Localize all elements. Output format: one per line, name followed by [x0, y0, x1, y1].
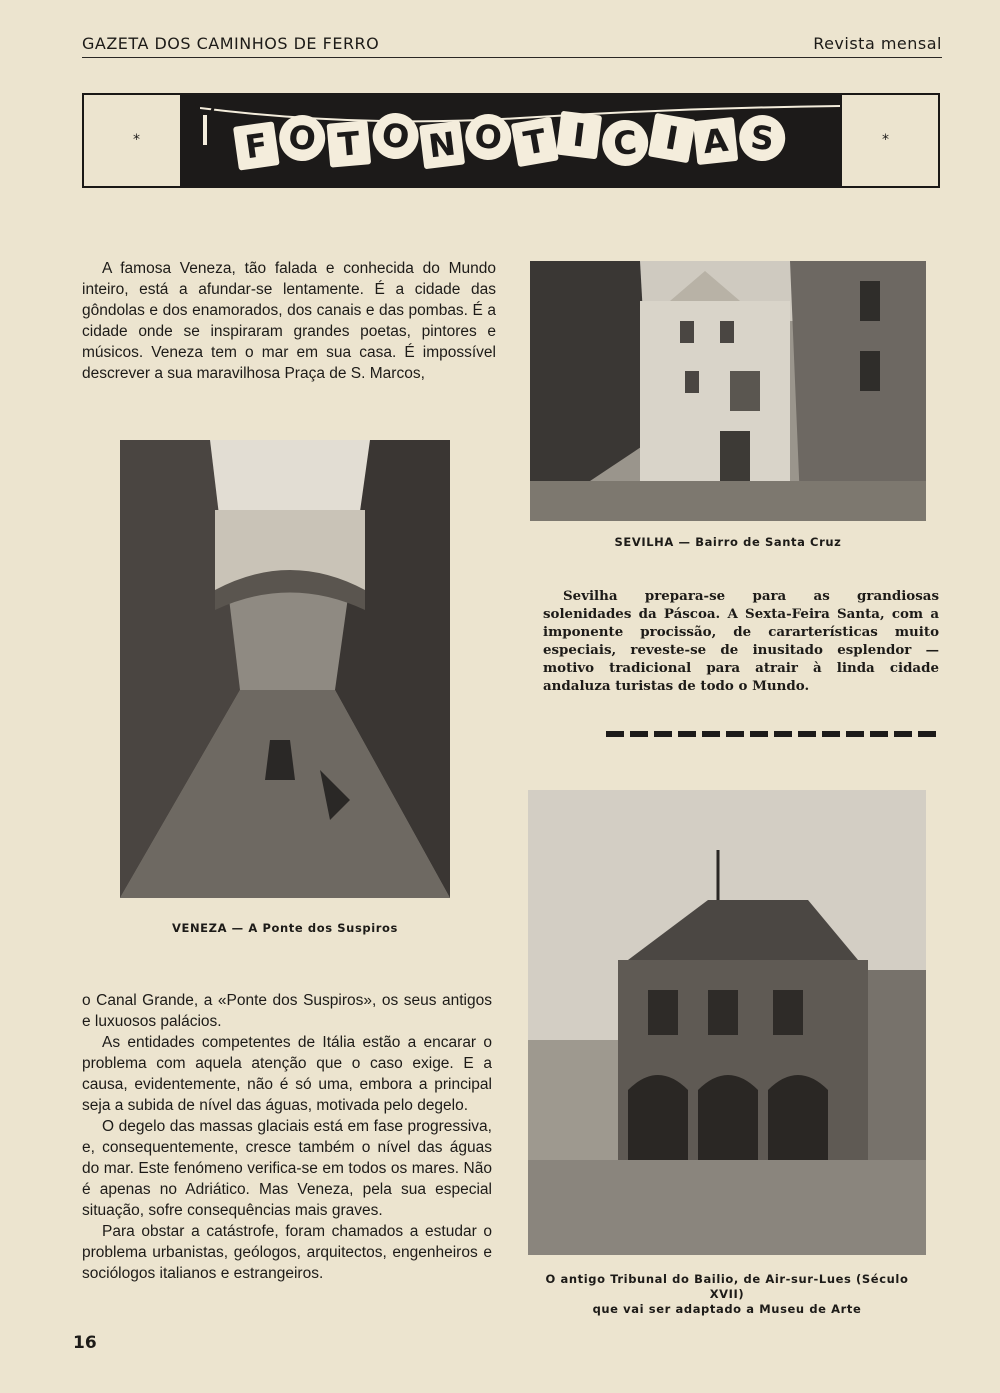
magazine-subtitle: Revista mensal — [813, 34, 942, 53]
veneza-caption: VENEZA — A Ponte dos Suspiros — [172, 921, 398, 935]
paragraph-2: As entidades competentes de Itália estão a encarar o problema com aquela atenção que o caso exige. E a causa, evidentemente, não é só uma, embora a principal seja a subida de nível das águas, motivada pelo degelo. — [82, 1034, 492, 1114]
tribunal-caption — [528, 1272, 926, 1317]
page-number: 16 — [73, 1333, 97, 1353]
tribunal-image-icon — [528, 790, 926, 1255]
sevilha-photo — [530, 261, 926, 521]
banner-letter: O — [463, 112, 513, 162]
banner-star-left: * — [133, 132, 140, 148]
sevilha-paragraph: Sevilha prepara-se para as grandiosas solenidades da Páscoa. A Sexta-Feira Santa, com a imponente procissão, de cararterísticas muito especiais, reveste-se de inusitado esplendor — motivo tradicional para atrair à linda cidade andaluza turistas de todo o Mundo. — [543, 588, 939, 694]
banner-letter: T — [511, 117, 559, 167]
banner-letter: O — [369, 110, 422, 163]
banner-letter: N — [419, 121, 465, 170]
tribunal-caption-line-2: que vai ser adaptado a Museu de Arte — [592, 1302, 862, 1316]
sevilha-image-icon — [530, 261, 926, 521]
banner-letter: I — [648, 113, 696, 163]
tribunal-photo — [528, 790, 926, 1255]
magazine-title: GAZETA DOS CAMINHOS DE FERRO — [82, 34, 380, 53]
banner-star-right: * — [882, 132, 889, 148]
tribunal-caption-line-1: O antigo Tribunal do Bailio, de Air-sur-Lues (Século XVII) — [545, 1272, 909, 1301]
paragraph-1: o Canal Grande, a «Ponte dos Suspiros», os seus antigos e luxuosos palácios. — [82, 992, 492, 1030]
paragraph-3: O degelo das massas glaciais está em fase progressiva, e, consequentemente, cresce também o nível das águas do mar. Este fenómeno verifica-se em todos os mares. Não é apenas no Adriático. Mas Veneza, pela sua especial situação, sofre consequências mais graves. — [82, 1118, 492, 1219]
banner-letter: F — [233, 121, 280, 170]
veneza-article-continuation — [82, 990, 492, 1284]
intro-paragraph: A famosa Veneza, tão falada e conhecida do Mundo inteiro, está a afundar-se lentamente. É a cidade das gôndolas e dos enamorados, dos canais e das pombas. É a cidade onde se inspiraram grandes poetas, pintores e músicos. Veneza tem o mar em sua casa. É impossível descrever a sua maravilhosa Praça de S. Marcos, — [82, 260, 496, 382]
banner-title — [190, 100, 830, 180]
banner-letter: A — [693, 117, 738, 165]
banner-letter: S — [737, 113, 788, 164]
section-divider — [606, 731, 936, 737]
sevilha-caption: SEVILHA — Bairro de Santa Cruz — [614, 535, 842, 549]
banner-letter: C — [601, 118, 650, 167]
veneza-photo — [120, 440, 450, 898]
header-rule — [82, 57, 942, 58]
banner-letter: T — [327, 120, 372, 167]
banner-letter: O — [277, 113, 328, 164]
banner-letter: I — [556, 111, 602, 160]
paragraph-4: Para obstar a catástrofe, foram chamados a estudar o problema urbanistas, geólogos, arquitectos, engenheiros e sociólogos italianos e estrangeiros. — [82, 1223, 492, 1282]
veneza-image-icon — [120, 440, 450, 898]
